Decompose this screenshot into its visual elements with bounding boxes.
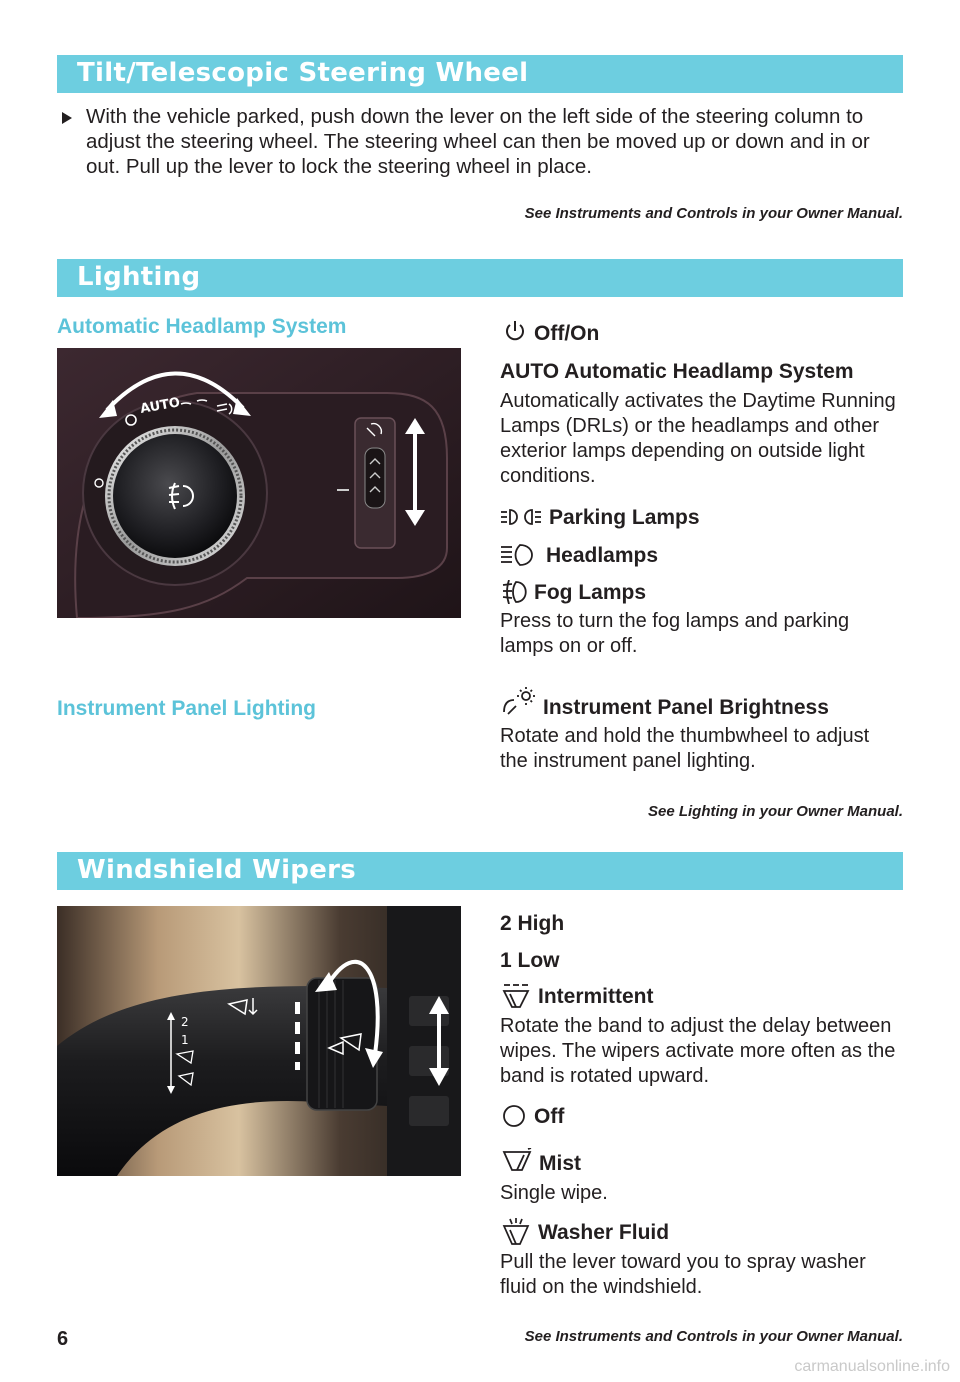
panel-brightness-body: Rotate and hold the thumbwheel to adjust the instrument panel lighting.	[500, 725, 870, 772]
wipers-see-reference: See Instruments and Controls in your Owner Manual.	[524, 1328, 903, 1345]
power-icon	[504, 320, 526, 342]
mist-body: Single wipe.	[500, 1182, 608, 1204]
auto-headlamp-body: Automatically activates the Daytime Running Lamps (DRLs) or the headlamps and other exterior lamps depending on outside light conditions.	[500, 390, 896, 487]
photo-auto-label: AUTO	[139, 395, 182, 417]
fog-lamps-body: Press to turn the fog lamps and parking lamps on or off.	[500, 610, 850, 657]
mist-label: Mist	[539, 1152, 581, 1175]
section-bar-wipers	[57, 852, 903, 890]
intermittent-body: Rotate the band to adjust the delay between wipes. The wipers activate more often as the band is rotated upward.	[500, 1015, 896, 1087]
mist-wiper-icon	[502, 1148, 532, 1174]
photo-position-one: 1	[181, 1033, 189, 1047]
section-bar-steering	[57, 55, 903, 93]
washer-fluid-icon	[502, 1218, 530, 1246]
section-title-lighting: Lighting	[77, 262, 201, 292]
wiper-high-label: 2 High	[500, 912, 565, 935]
washer-fluid-label: Washer Fluid	[538, 1221, 670, 1244]
intermittent-wiper-icon	[502, 983, 530, 1009]
subheading-headlamp-system: Automatic Headlamp System	[57, 315, 347, 338]
wiper-low-label: 1 Low	[500, 949, 560, 972]
headlamps-label: Headlamps	[546, 544, 659, 567]
auto-headlamp-heading: AUTO Automatic Headlamp System	[500, 360, 854, 383]
headlamps-icon	[500, 543, 540, 567]
washer-fluid-body: Pull the lever toward you to spray washer fluid on the windshield.	[500, 1251, 866, 1298]
fog-lamps-icon	[502, 580, 530, 604]
bullet-arrow-icon	[62, 112, 72, 124]
intermittent-label: Intermittent	[538, 985, 654, 1008]
headlamp-control-photo	[57, 348, 461, 618]
wiper-lever-photo	[57, 906, 461, 1176]
steering-body: With the vehicle parked, push down the lever on the left side of the steering column to adjust the steering wheel. The steering wheel can then be moved up or down and in or out. Pull up the lever to lock the steering wheel in place.	[86, 105, 870, 178]
off-on-label: Off/On	[534, 322, 600, 345]
steering-see-reference: See Instruments and Controls in your Owner Manual.	[524, 205, 903, 222]
parking-lamps-icon	[500, 506, 542, 528]
subheading-instrument-panel: Instrument Panel Lighting	[57, 697, 317, 720]
section-title-wipers: Windshield Wipers	[77, 855, 357, 885]
page-number: 6	[57, 1328, 69, 1350]
wiper-off-label: Off	[534, 1105, 565, 1128]
lighting-see-reference: See Lighting in your Owner Manual.	[647, 803, 903, 820]
panel-brightness-label: Instrument Panel Brightness	[543, 696, 829, 719]
section-title-steering: Tilt/Telescopic Steering Wheel	[77, 58, 529, 88]
watermark: carmanualsonline.info	[794, 1358, 950, 1375]
parking-lamps-label: Parking Lamps	[549, 506, 700, 529]
off-circle-icon	[502, 1104, 528, 1128]
fog-lamps-label: Fog Lamps	[534, 581, 647, 604]
photo-position-two: 2	[181, 1015, 189, 1029]
section-bar-lighting	[57, 259, 903, 297]
panel-brightness-icon	[502, 686, 536, 716]
